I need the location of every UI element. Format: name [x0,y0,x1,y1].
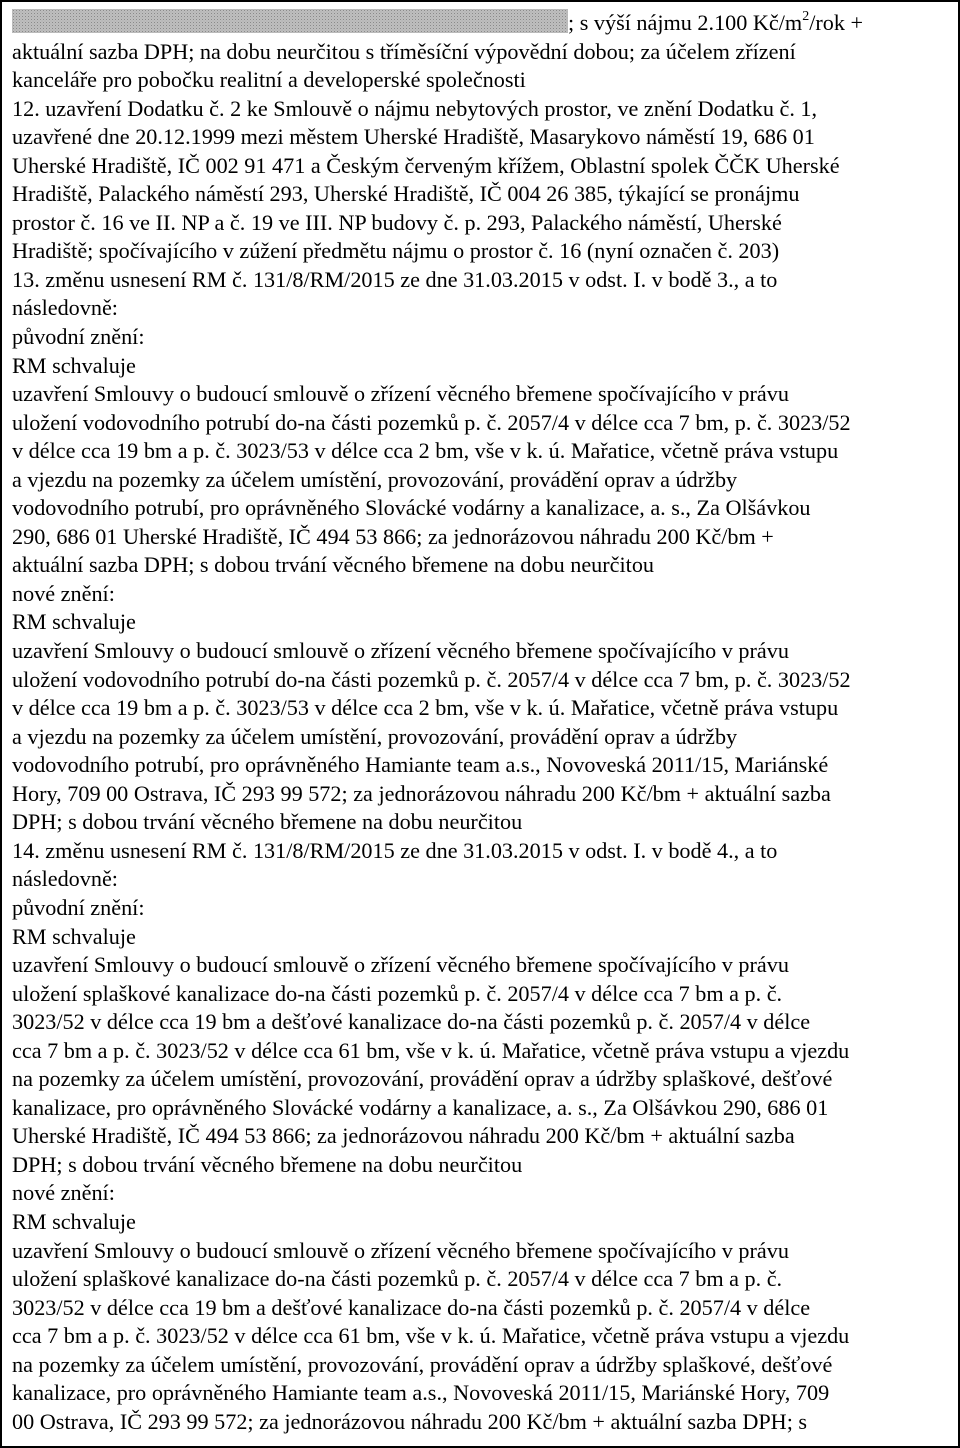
line-28: DPH; s dobou trvání věcného břemene na dobu neurčitou [12,809,523,835]
line-42: RM schvaluje [12,1208,136,1234]
line-48: kanalizace, pro oprávněného Hamiante team a.s., Novoveská 2011/15, Mariánské Hory, 709 [12,1380,830,1406]
document-body [12,9,956,1436]
line-29: 14. změnu usnesení RM č. 131/8/RM/2015 ze dne 31.03.2015 v odst. I. v bodě 4., a to [12,837,778,863]
line-44: uložení splaškové kanalizace do-na části pozemků p. č. 2057/4 v délce cca 7 bm a p. č. [12,1266,783,1292]
line-36: cca 7 bm a p. č. 3023/52 v délce cca 61 bm, vše v k. ú. Mařatice, včetně práva vstupu a vjezdu [12,1037,850,1063]
line-5: Uherské Hradiště, IČ 002 91 471 a Českým červeným křížem, Oblastní spolek ČČK Uherské [12,152,840,178]
line-46: cca 7 bm a p. č. 3023/52 v délce cca 61 bm, vše v k. ú. Mařatice, včetně práva vstupu a vjezdu [12,1323,850,1349]
line-6: Hradiště, Palackého náměstí 293, Uherské Hradiště, IČ 004 26 385, týkající se pronájmu [12,181,800,207]
line-16: a vjezdu na pozemky za účelem umístění, provozování, provádění oprav a údržby [12,466,738,492]
line-33: uzavření Smlouvy o budoucí smlouvě o zřízení věcného břemene spočívajícího v právu [12,952,789,978]
line-20: nové znění: [12,580,115,606]
line-26: vodovodního potrubí, pro oprávněného Hamiante team a.s., Novoveská 2011/15, Mariánské [12,752,829,778]
line-4: uzavřené dne 20.12.1999 mezi městem Uherské Hradiště, Masarykovo náměstí 19, 686 01 [12,124,815,150]
superscript-2: 2 [802,8,810,24]
line-8: Hradiště; spočívajícího v zúžení předmětu nájmu o prostor č. 16 (nyní označen č. 203) [12,238,780,264]
line-38: kanalizace, pro oprávněného Slovácké vodárny a kanalizace, a. s., Za Olšávkou 290, 686 01 [12,1094,829,1120]
line-31: původní znění: [12,894,145,920]
line-18: 290, 686 01 Uherské Hradiště, IČ 494 53 866; za jednorázovou náhradu 200 Kč/bm + [12,523,774,549]
line-19: aktuální sazba DPH; s dobou trvání věcného břemene na dobu neurčitou [12,552,655,578]
line-11: původní znění: [12,324,145,350]
line-30: následovně: [12,866,118,892]
line-32: RM schvaluje [12,923,136,949]
line-37: na pozemky za účelem umístění, provozování, provádění oprav a údržby splaškové, dešťové [12,1066,833,1092]
line-23: uložení vodovodního potrubí do-na části pozemků p. č. 2057/4 v délce cca 7 bm, p. č. 3023/52 [12,666,851,692]
line-13: uzavření Smlouvy o budoucí smlouvě o zřízení věcného břemene spočívajícího v právu [12,381,789,407]
line-39: Uherské Hradiště, IČ 494 53 866; za jednorázovou náhradu 200 Kč/bm + aktuální sazba [12,1123,795,1149]
line-22: uzavření Smlouvy o budoucí smlouvě o zřízení věcného břemene spočívajícího v právu [12,638,789,664]
line-14: uložení vodovodního potrubí do-na části pozemků p. č. 2057/4 v délce cca 7 bm, p. č. 3023/52 [12,409,851,435]
line-45: 3023/52 v délce cca 19 bm a dešťové kanalizace do-na části pozemků p. č. 2057/4 v délce [12,1294,811,1320]
line-40: DPH; s dobou trvání věcného břemene na dobu neurčitou [12,1151,523,1177]
line-41: nové znění: [12,1180,115,1206]
line-12: RM schvaluje [12,352,136,378]
line-15: v délce cca 19 bm a p. č. 3023/53 v délce cca 2 bm, vše v k. ú. Mařatice, včetně práva vstupu [12,438,839,464]
line-1: aktuální sazba DPH; na dobu neurčitou s tříměsíční výpovědní dobou; za účelem zřízení [12,38,796,64]
line-3: 12. uzavření Dodatku č. 2 ke Smlouvě o nájmu nebytových prostor, ve znění Dodatku č. 1, [12,95,818,121]
line-35: 3023/52 v délce cca 19 bm a dešťové kanalizace do-na části pozemků p. č. 2057/4 v délce [12,1009,811,1035]
line-49: 00 Ostrava, IČ 293 99 572; za jednorázovou náhradu 200 Kč/bm + aktuální sazba DPH; s [12,1408,808,1434]
line-10: následovně: [12,295,118,321]
line-24: v délce cca 19 bm a p. č. 3023/53 v délce cca 2 bm, vše v k. ú. Mařatice, včetně práva vstupu [12,695,839,721]
line-0-tail: /rok + [809,10,864,35]
line-27: Hory, 709 00 Ostrava, IČ 293 99 572; za jednorázovou náhradu 200 Kč/bm + aktuální sazba [12,780,831,806]
line-43: uzavření Smlouvy o budoucí smlouvě o zřízení věcného břemene spočívajícího v právu [12,1237,789,1263]
line-25: a vjezdu na pozemky za účelem umístění, provozování, provádění oprav a údržby [12,723,738,749]
redacted-text-block [12,9,568,33]
line-0-text: ; s výší nájmu 2.100 Kč/m [568,10,803,35]
line-17: vodovodního potrubí, pro oprávněného Slovácké vodárny a kanalizace, a. s., Za Olšávkou [12,495,811,521]
line-9: 13. změnu usnesení RM č. 131/8/RM/2015 ze dne 31.03.2015 v odst. I. v bodě 3., a to [12,266,778,292]
line-21: RM schvaluje [12,609,136,635]
line-2: kanceláře pro pobočku realitní a developerské společnosti [12,67,526,93]
line-0 [12,9,956,38]
line-47: na pozemky za účelem umístění, provozování, provádění oprav a údržby splaškové, dešťové [12,1351,833,1377]
line-7: prostor č. 16 ve II. NP a č. 19 ve III. NP budovy č. p. 293, Palackého náměstí, Uherské [12,209,782,235]
line-34: uložení splaškové kanalizace do-na části pozemků p. č. 2057/4 v délce cca 7 bm a p. č. [12,980,783,1006]
